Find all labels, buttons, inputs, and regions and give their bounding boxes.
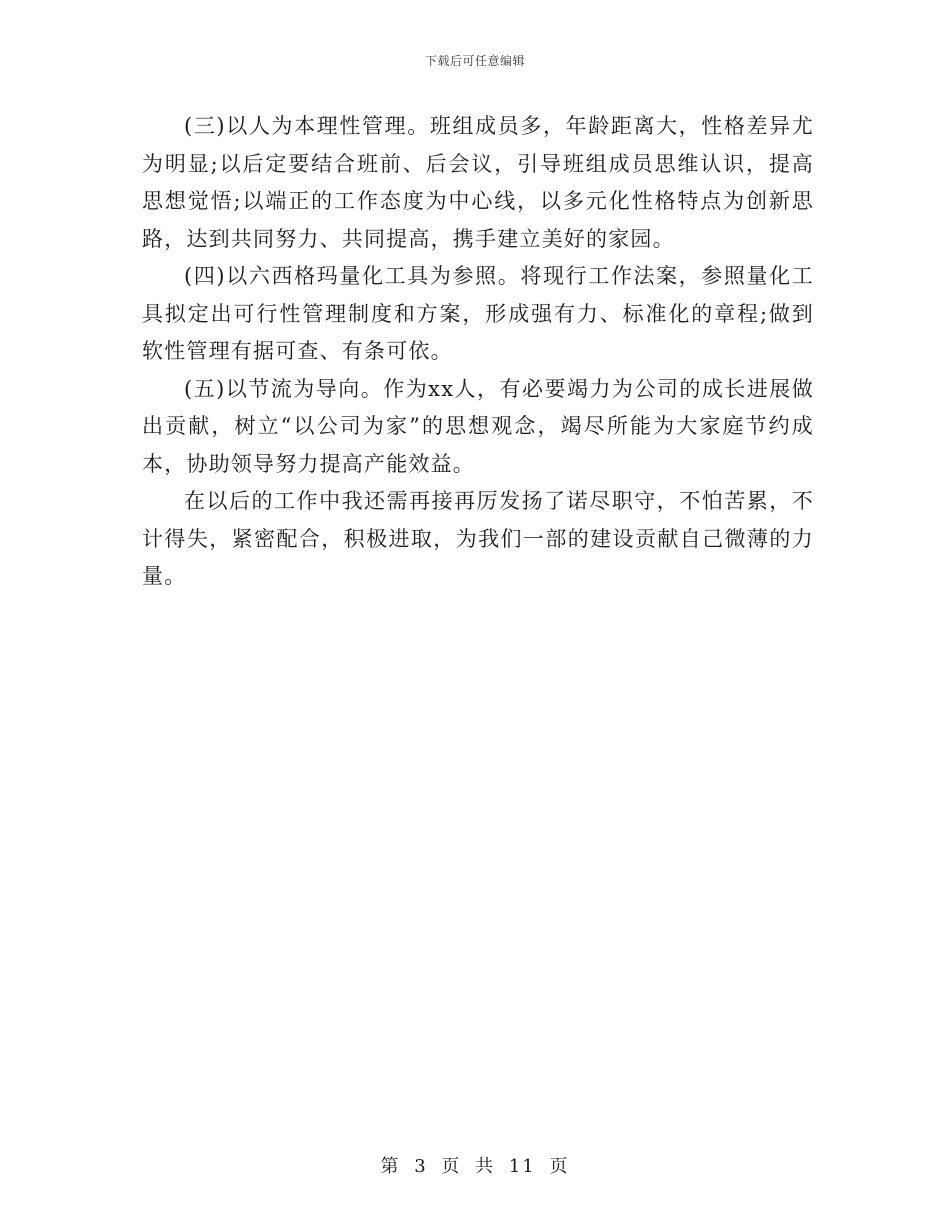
header-note: 下载后可任意编辑	[424, 54, 525, 68]
paragraph-3: (三)以人为本理性管理。班组成员多，年龄距离大，性格差异尤为明显;以后定要结合班前、后会议，引导班组成员思维认识，提高思想觉悟;以端正的工作态度为中心线，以多元化性格特点为创新思路，达到共同努力、共同提高，携手建立美好的家园。	[142, 114, 814, 251]
paragraph-4: (四)以六西格玛量化工具为参照。将现行工作法案，参照量化工具拟定出可行性管理制度和方案，形成强有力、标准化的章程;做到软性管理有据可查、有条可依。	[142, 264, 814, 363]
document-body	[142, 108, 814, 596]
paragraph-5: (五)以节流为导向。作为xx人，有必要竭力为公司的成长进展做出贡献，树立“以公司为家”的思想观念，竭尽所能为大家庭节约成本，协助领导努力提高产能效益。	[142, 376, 814, 476]
page-number-footer: 第 3 页 共 11 页	[380, 1156, 570, 1177]
paragraph-closing: 在以后的工作中我还需再接再厉发扬了诺尽职守，不怕苦累，不计得失，紧密配合，积极进取，为我们一部的建设贡献自己微薄的力量。	[142, 489, 814, 588]
